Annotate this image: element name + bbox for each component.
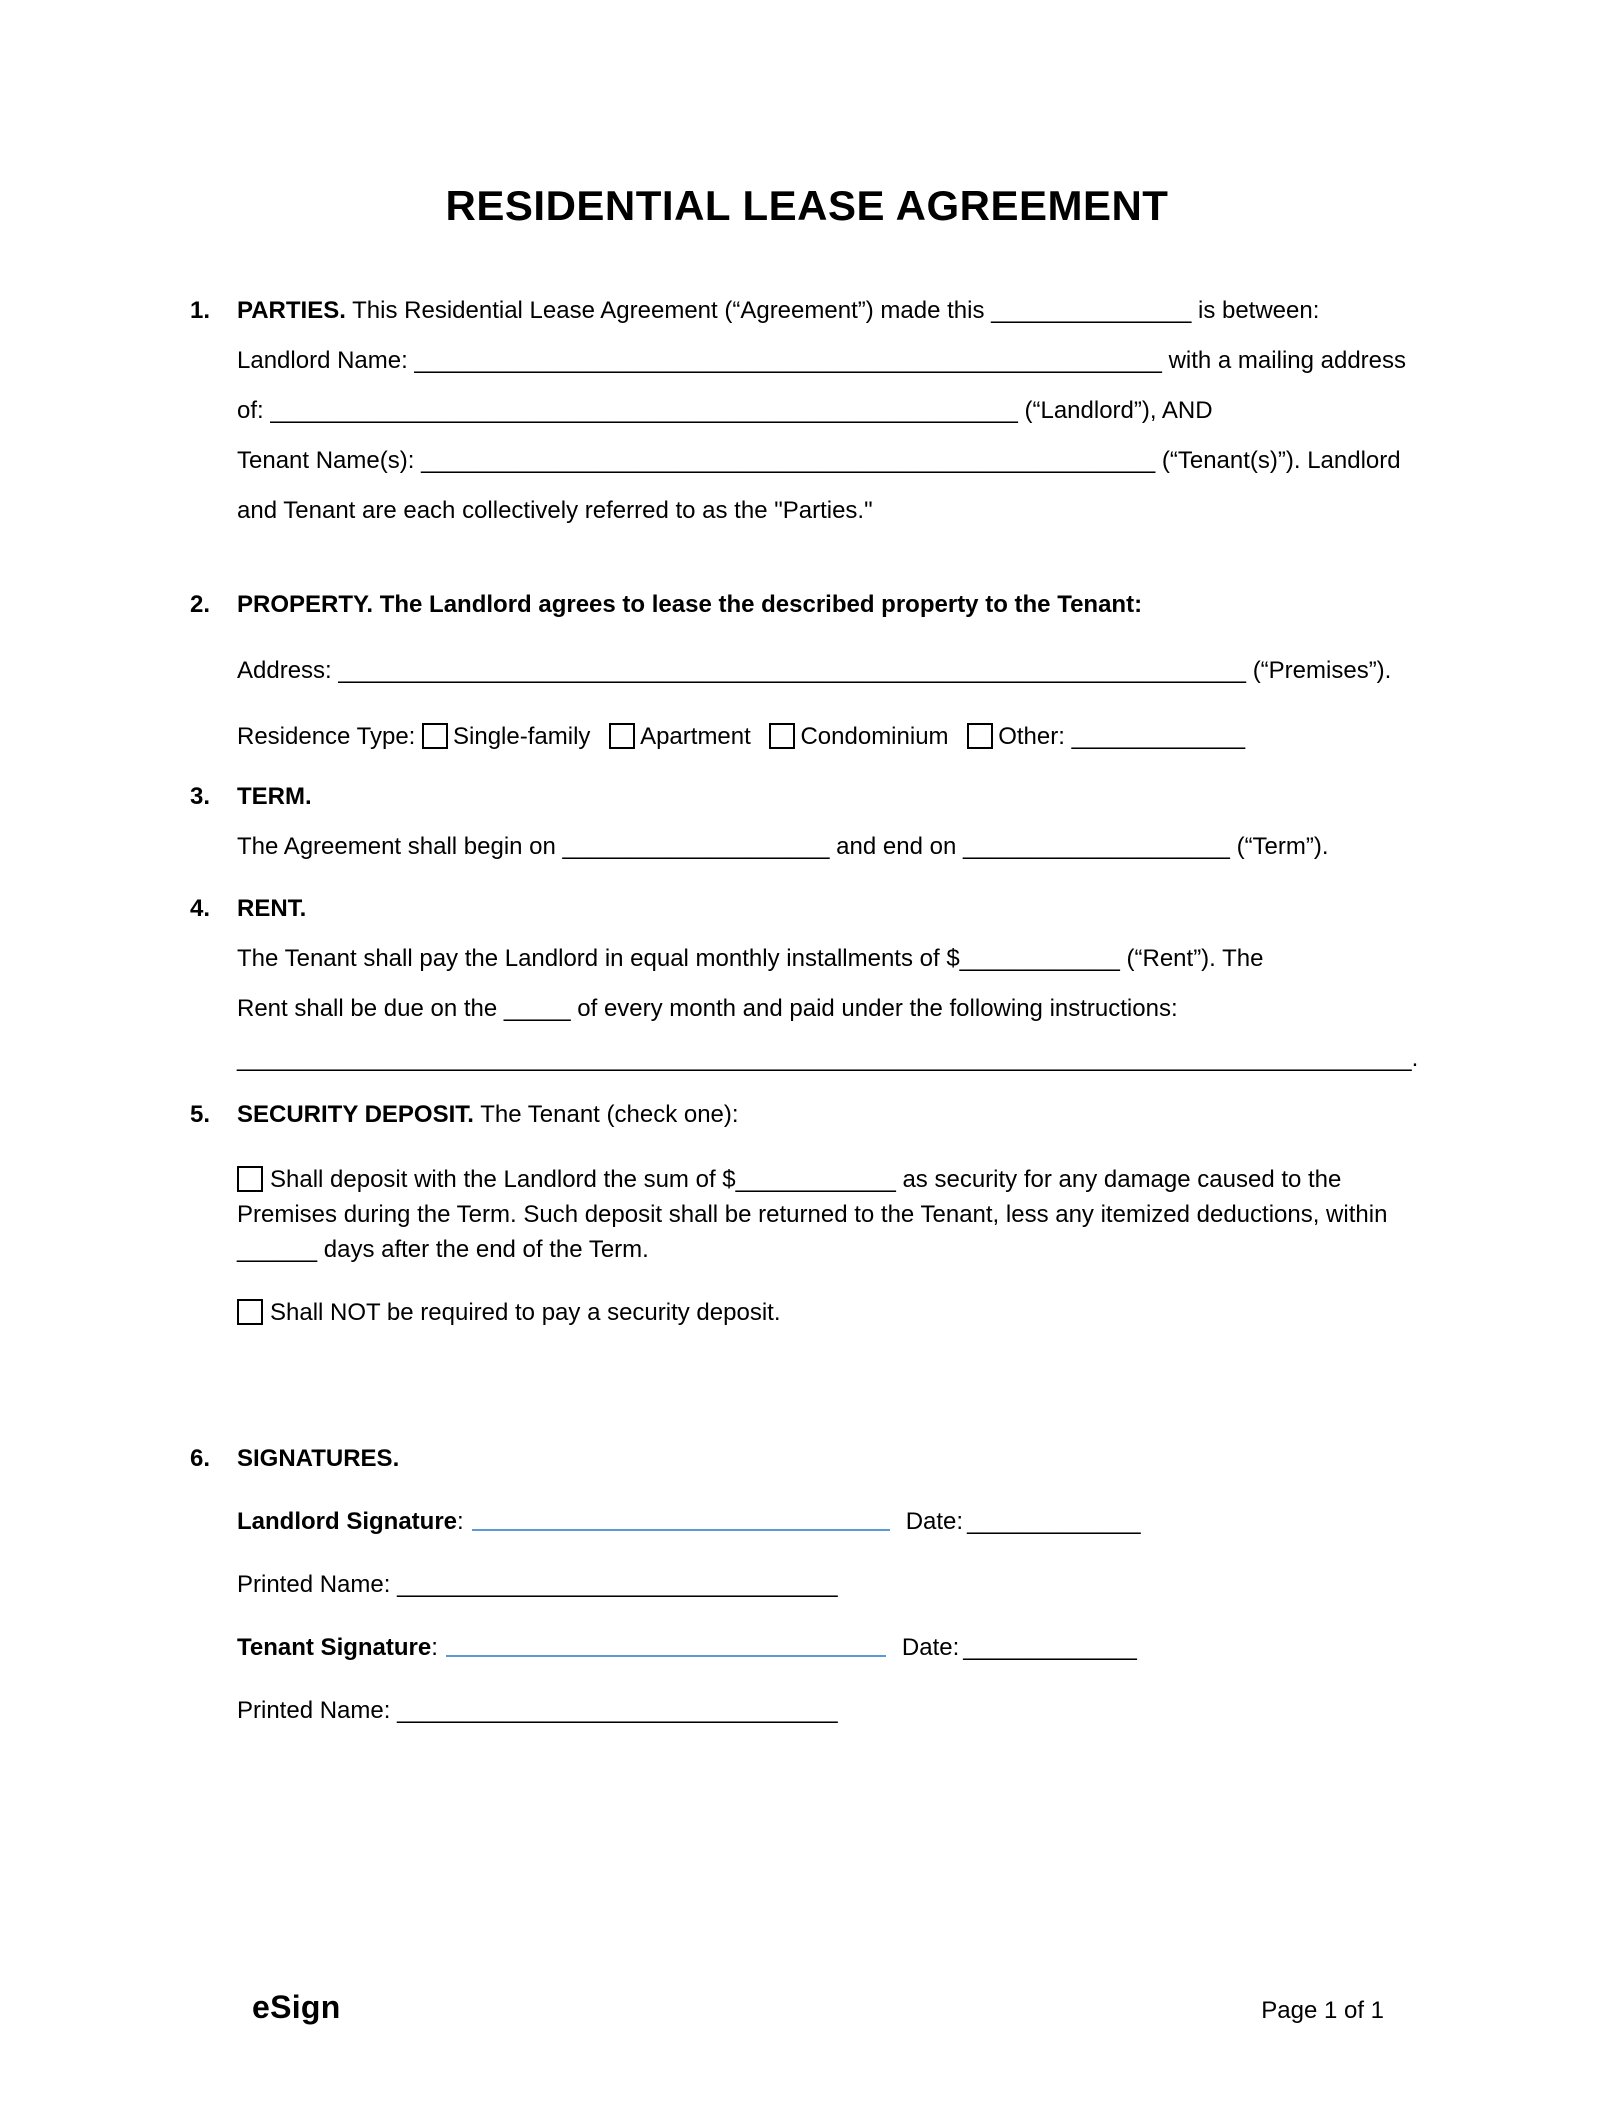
- checkbox-apartment[interactable]: [609, 723, 635, 749]
- landlord-name-line: Landlord Name: ________________________________________________________ with a mailing address: [237, 347, 1407, 374]
- section-number-security-deposit: 5.: [190, 1101, 211, 1128]
- parties-heading: PARTIES.: [237, 297, 346, 324]
- term-heading-line: [237, 772, 1424, 822]
- rent-body-line-1: The Tenant shall pay the Landlord in equal monthly installments of $____________ (“Rent”). The: [237, 945, 1264, 972]
- landlord-signature-label: Landlord Signature: [237, 1508, 458, 1535]
- landlord-printed-name-row: [237, 1560, 1424, 1610]
- landlord-signature-colon: :: [457, 1508, 464, 1535]
- term-heading: TERM.: [237, 783, 312, 810]
- residence-type-label: Residence Type:: [237, 723, 416, 750]
- security-deposit-heading: SECURITY DEPOSIT.: [237, 1101, 474, 1128]
- parties-intro-line: [237, 286, 1424, 336]
- property-heading-rest: The Landlord agrees to lease the described property to the Tenant:: [379, 591, 1143, 618]
- tenant-date-blank: _____________: [963, 1634, 1137, 1661]
- section-number-property: 2.: [190, 591, 211, 618]
- residence-type-line: [237, 712, 1424, 762]
- section-number-rent: 4.: [190, 895, 211, 922]
- security-deposit-option-1: [237, 1162, 1424, 1267]
- rent-heading-line: [237, 884, 1424, 934]
- section-term: [190, 772, 1424, 872]
- esign-logo: eSign: [252, 1989, 341, 2025]
- tenant-name-line: Tenant Name(s): _______________________________________________________ (“Tenant(s)”). Landlord: [237, 447, 1401, 474]
- page-footer: [252, 1989, 1384, 2026]
- security-deposit-option-2-text: Shall NOT be required to pay a security deposit.: [270, 1299, 781, 1326]
- security-deposit-heading-rest: The Tenant (check one):: [480, 1101, 739, 1128]
- section-number-parties: 1.: [190, 297, 211, 324]
- rent-heading: RENT.: [237, 895, 307, 922]
- property-heading-line: [237, 580, 1424, 630]
- signatures-heading: SIGNATURES.: [237, 1445, 400, 1472]
- tenant-signature-line[interactable]: [446, 1655, 886, 1657]
- section-security-deposit: [190, 1090, 1424, 1330]
- section-property: [190, 580, 1424, 762]
- checkbox-deposit-not-required[interactable]: [237, 1299, 263, 1325]
- landlord-signature-line[interactable]: [472, 1529, 890, 1531]
- tenant-date-label: Date:: [901, 1634, 960, 1661]
- other-blank: _____________: [1071, 723, 1246, 750]
- landlord-mailing-address-line: of: ________________________________________________________ (“Landlord”), AND: [237, 397, 1213, 424]
- tenant-printed-name-label: Printed Name:: [237, 1697, 391, 1724]
- tenant-signature-row: [237, 1623, 1424, 1673]
- property-address-line: Address: ____________________________________________________________________ (“Premises”).: [237, 657, 1392, 684]
- checkbox-deposit-required[interactable]: [237, 1166, 263, 1192]
- parties-closing-line: and Tenant are each collectively referred to as the "Parties.": [237, 497, 873, 524]
- landlord-printed-name-label: Printed Name:: [237, 1571, 391, 1598]
- term-body-line: The Agreement shall begin on ____________________ and end on ____________________ (“Term”).: [237, 833, 1329, 860]
- signatures-heading-line: [237, 1434, 1424, 1484]
- section-rent: [190, 884, 1424, 1084]
- checkbox-single-family[interactable]: [422, 723, 448, 749]
- landlord-signature-row: [237, 1497, 1424, 1547]
- section-signatures: [190, 1434, 1424, 1736]
- landlord-date-blank: _____________: [967, 1508, 1141, 1535]
- rent-body-line-2: Rent shall be due on the _____ of every month and paid under the following instructions:: [237, 995, 1178, 1022]
- tenant-signature-colon: :: [431, 1634, 438, 1661]
- tenant-signature-label: Tenant Signature: [237, 1634, 432, 1661]
- option-condominium-label: Condominium: [800, 723, 949, 750]
- checkbox-other[interactable]: [967, 723, 993, 749]
- parties-intro-text: This Residential Lease Agreement (“Agreement”) made this _______________ is between:: [352, 297, 1320, 324]
- option-apartment-label: Apartment: [640, 723, 751, 750]
- option-single-family-label: Single-family: [453, 723, 591, 750]
- security-deposit-heading-line: [237, 1090, 1424, 1140]
- section-number-signatures: 6.: [190, 1445, 211, 1472]
- section-parties: [190, 286, 1424, 536]
- page-number-label: Page 1 of 1: [1261, 1997, 1384, 2024]
- security-deposit-option-1-text: Shall deposit with the Landlord the sum of $____________ as security for any damage caused to the Premises during the Term. Such deposit shall be returned to the Tenant, less any itemized deductions, within ______ days after the end of the Term.: [237, 1166, 1388, 1263]
- landlord-printed-name-blank: _________________________________: [397, 1571, 838, 1598]
- tenant-printed-name-blank: _________________________________: [397, 1697, 838, 1724]
- section-number-term: 3.: [190, 783, 211, 810]
- checkbox-condominium[interactable]: [769, 723, 795, 749]
- landlord-date-label: Date:: [905, 1508, 964, 1535]
- security-deposit-option-2: [237, 1295, 1424, 1330]
- option-other-label: Other:: [998, 723, 1065, 750]
- rent-instructions-blank-line: ________________________________________________________________________________________.: [237, 1045, 1419, 1072]
- tenant-printed-name-row: [237, 1686, 1424, 1736]
- document-title: RESIDENTIAL LEASE AGREEMENT: [445, 182, 1169, 229]
- property-heading: PROPERTY.: [237, 591, 374, 618]
